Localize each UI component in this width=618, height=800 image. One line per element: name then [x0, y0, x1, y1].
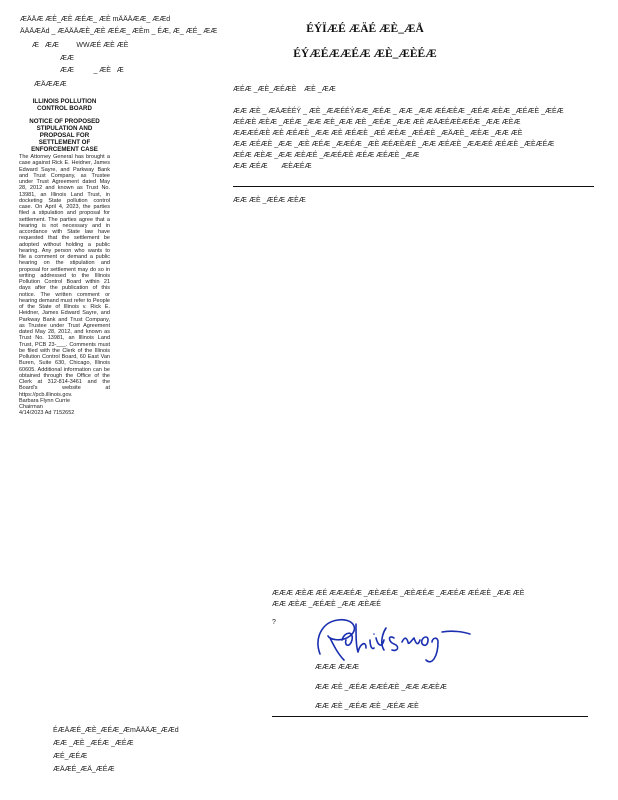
notice-title: NOTICE OF PROPOSED STIPULATION AND PROPOSAL FOR SETTLEMENT OF ENFORCEMENT CASE: [29, 118, 100, 153]
signature-rule: [272, 716, 588, 717]
bottom-line: ÉÆÄÆÉ_ÆÈ_ÆÉÆ_ÆmÄÄÄÆ_ÆÆd: [53, 727, 179, 734]
body-below-rule: ÆÆ ÆÈ _ÆÉÆ ÆÈÆ: [233, 197, 306, 204]
body-paragraph: [233, 106, 598, 172]
affidavit-line-2: ÆÆ ÆÈÆ _ÆÉÆÈ _ÆÆ ÆÈÆÉ: [272, 600, 381, 608]
header-line-3: Æ ÆÆ WWÆÉ ÆÈ ÆÈ: [32, 42, 129, 49]
legal-notice: [19, 98, 110, 417]
header-line-1: ÆÄÄÆ ÆÈ_ÆÈ ÆÉÆ_ ÆÈ mÄÄÄÆÆ_ ÆÆd: [20, 16, 171, 23]
body-line: ÆÆ ÆÉÆÈ _ÆÆ _ÆÈ ÆÉÆ _ÆÆÉÆ _ÆÈ ÆÉÆÈÆÈ _ÆÆ ÆÉÆÈ _ÆÆÆÉ ÆÉÆÈ _ÆÈÆÉÆ: [233, 141, 555, 148]
notice-body: The Attorney General has brought a case against Rick E. Heidner, James Edward Sayre, and Parkway Bank and Trust Company, as Trustee under Trust Agreement dated May 28, 2012 and known as Trust No. 13981, an Illinois Land Trust, in docketing State pollution control case. On April 4, 2023, the parties filed a stipulation and proposal for settlement. The parties agree that a hearing is not necessary and in accordance with State law have requested that the settlement be adopted without holding a public hearing. Any person who wants to file a comment or demand a public hearing on the stipulation and proposal for settlement may do so in writing addressed to the Illinois Pollution Control Board within 21 days after the publication of this notice. The written comment or hearing demand must refer to People of the State of Illinois v. Rick E. Heidner, James Edward Sayre, and Parkway Bank and Trust Company, as Trustee under Trust Agreement dated May 28, 2012, and known as Trust No. 13981, an Illinois Land Trust, PCB 23-___. Comments must be filed with the Clerk of the Illinois Pollution Control Board, 60 East Van Buren, Suite 630, Chicago, Illinois 60605. Additional information can be obtained through the Office of the Clerk at 312-814-3461 and the Board's website at https://pcb.illinois.gov.: [19, 154, 110, 398]
header-line-4: ÆÆ: [60, 55, 74, 62]
bottom-line: ÆÉ_ÆÉÆ: [53, 753, 88, 760]
signer-block: [315, 664, 595, 712]
header-line-6: ÆÄÆÆÆ: [34, 81, 67, 88]
notice-agency: ILLINOIS POLLUTION CONTROL BOARD: [32, 98, 97, 112]
notice-footer: 4/14/2023 Ad 7152652: [19, 410, 75, 417]
affidavit-mark: ?: [272, 619, 276, 626]
body-line: ÆÉÆÈ ÆÈÆ _ÆÉÆ _ÆÆ ÆÈ_ÆÆ ÆÈ _ÆÉÆ _ÆÆ ÆÈ ÆÄÆÉÆÈÆÉÆ _ÆÆ ÆÈÆ: [233, 119, 521, 126]
body-line: ÆÉÆ ÆÈÆ _ÆÆ ÆÈÆÉ _ÆÆÉÆÈ ÆÉÆ ÆÉÆÈ _ÆÆ: [233, 152, 420, 159]
bottom-line: ÆÄÆÉ_ÆÄ_ÆÉÆ: [53, 766, 115, 773]
bottom-left-block: [53, 724, 213, 776]
notice-signoff-title: Chairman: [19, 404, 43, 410]
affidavit-line-1: ÆÆÆ ÆÈÆ ÆÉ ÆÆÆÉÆ _ÆÈÆÉÆ _ÆÈÆÉÆ _ÆÆÉÆ ÆÉÆÈ _ÆÆ ÆÈ: [272, 590, 525, 597]
divider-rule: [233, 186, 594, 187]
certificate-heading: [250, 20, 480, 64]
certificate-title-line-1: ÉÝÏÆÉ ÆÄÉ ÆÈ_ÆÅ: [306, 23, 424, 35]
signer-title: ÆÆ ÆÈ _ÆÉÆ ÆÆÉÆÈ _ÆÆ ÆÆÈÆ: [315, 683, 447, 691]
signer-name: ÆÆÆ ÆÆÆ: [315, 664, 359, 671]
header-line-2: ÄÄÄÆÄd _ ÆÄÄÄÆÈ_ÆÈ ÆÉÆ_ ÆÈm _ ÉÆ, Æ_ ÆÉ_ ÆÆ: [20, 28, 218, 35]
header-line-5: ÆÆ _ ÆÈ Æ: [60, 67, 124, 74]
body-line: ÆÆÆÉÆÈ ÆÈ ÆÉÆÈ _ÆÆ ÆÈ ÆÉÆÈ _ÆÉ ÆÈÆ _ÆÉÆÈ _ÆÄÆÈ_ ÆÈÆ _ÆÆ ÆÈ: [233, 130, 523, 137]
subscribed-line: ÆÆ ÆÈ _ÆÉÆ ÆÈ _ÆÉÆ ÆÈ: [315, 703, 419, 710]
notice-signoff: Barbara Flynn Currie: [19, 397, 71, 404]
certificate-title-line-2: ÉÝÆÉÆÆÉÆ ÆÈ_ÆÈÉÆ: [293, 48, 437, 60]
bottom-line: ÆÆ _ÆÈ _ÆÉÆ _ÆÉÆ: [53, 740, 134, 747]
body-line: ÆÆ ÆÉÆ ÆÈÆÉÆ: [233, 163, 312, 170]
body-intro: ÆÉÆ _ÆÈ_ÆÉÆÈ ÆÈ _ÆÆ: [233, 86, 336, 93]
body-line: ÆÆ ÆÈ _ ÆÄÆÈÉÝ _ ÆÈ _ÆÆÉÉÝÆÆ_ÆÉÆ _ ÆÆ _ÆÆ ÆÉÆÈÆ _ÆÉÆ ÆÈÆ _ÆÉÆÈ _ÆÉÆ: [233, 108, 564, 115]
handwritten-signature: [308, 610, 474, 668]
